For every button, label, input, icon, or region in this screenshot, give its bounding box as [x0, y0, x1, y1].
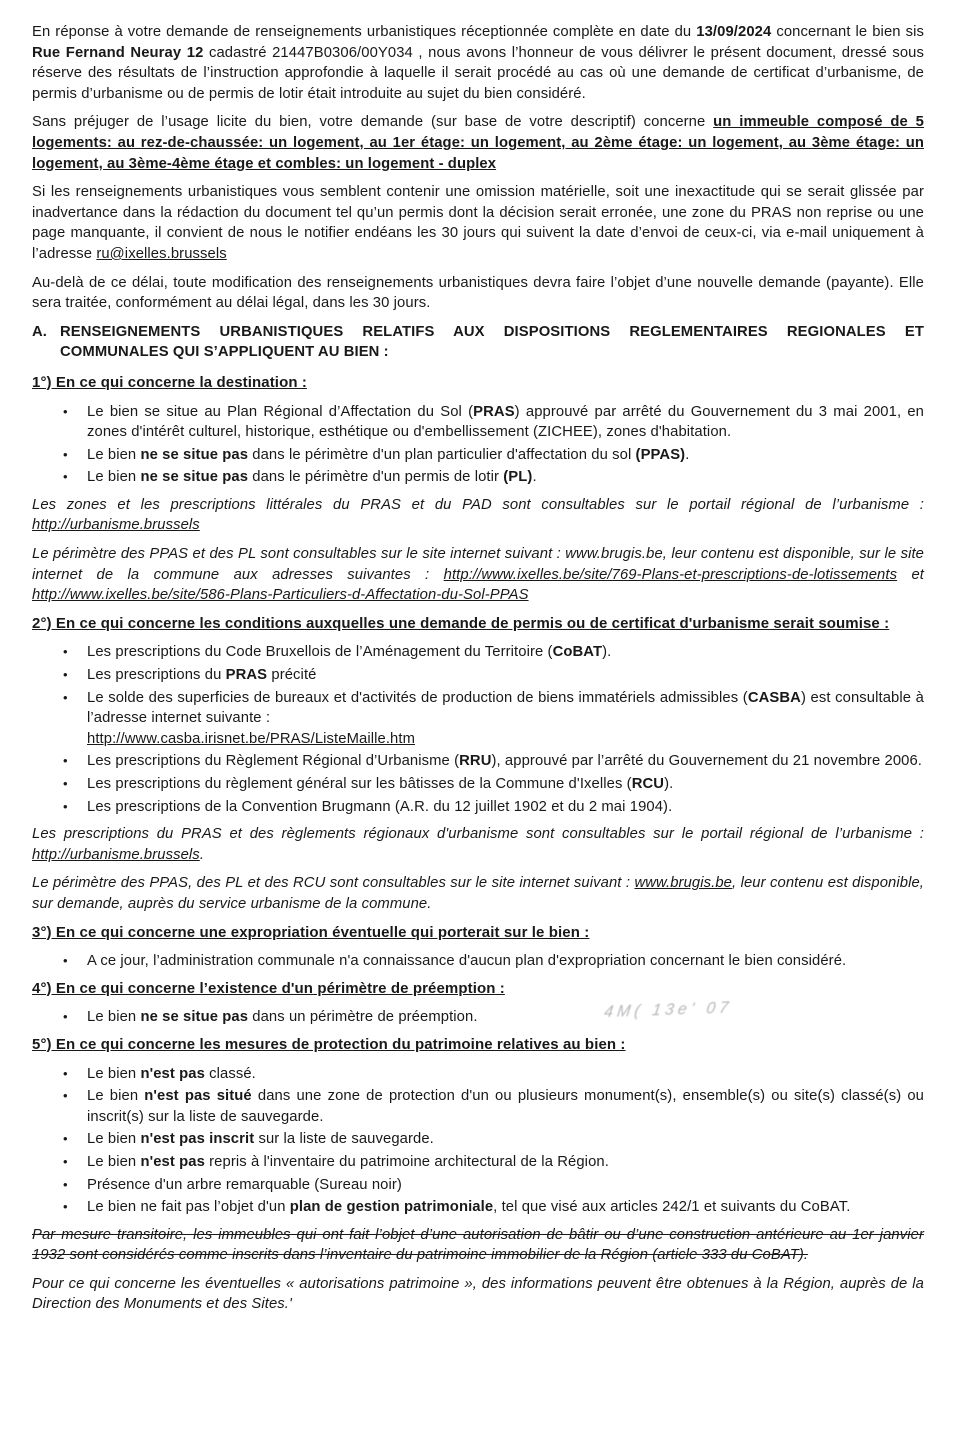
strikethrough-transitional-note: Par mesure transitoire, les immeubles qui ont fait l’objet d’une autorisation de bâtir ou d’une construction antérieure au 1er janvier 1932 sont considérés comme inscrits dans l’inventaire du patrimoine immobilier de la Région (article 333 du CoBAT).: [32, 1226, 924, 1264]
list-item: [58, 1152, 924, 1173]
list-item: [58, 1086, 924, 1127]
section-a-label: A.: [32, 323, 47, 340]
section-heading: 4°) En ce qui concerne l’existence d'un périmètre de préemption :: [32, 979, 505, 997]
text-run: repris à l'inventaire du patrimoine architectural de la Région.: [204, 1153, 609, 1170]
text-run: ), approuvé par l’arrêté du Gouvernement du 21 novembre 2006.: [491, 753, 923, 770]
list-item: [58, 1129, 924, 1150]
text-run: Le bien: [87, 469, 141, 486]
bold-run: ne se situe pas: [140, 446, 249, 463]
bold-run: RCU: [631, 776, 665, 792]
bold-run: CoBAT: [552, 644, 603, 661]
url-link: http://www.ixelles.be/site/586-Plans-Particuliers-d-Affectation-du-Sol-PPAS: [32, 587, 529, 604]
text-run: , tel que visé aux articles 242/1 et suivants du CoBAT.: [493, 1199, 851, 1216]
text-run: dans une zone de protection d'un ou plusieurs monument(s), ensemble(s) ou site(s) classé(s) ou inscrit(s) sur la liste de sauvegarde.: [87, 1088, 924, 1125]
text-run: Le bien se situe au Plan Régional d’Affectation du Sol (: [87, 403, 474, 420]
text-run: Le périmètre des PPAS et des PL sont consultables sur le site internet suivant : www.brugis.be, leur contenu est disponible, sur le site internet de la commune aux adresses suivantes :: [32, 546, 924, 583]
text-run: Le solde des superficies de bureaux et d'activités de production de biens immatériels admissibles (: [87, 689, 748, 706]
list-item: [58, 1007, 924, 1028]
section-1-destination: [32, 373, 924, 606]
bold-run: CASBA: [747, 689, 801, 706]
text-run: Les zones et les prescriptions littérales du PRAS et du PAD sont consultables sur le portail régional de l’urbanisme :: [32, 496, 924, 513]
text-run: Le bien: [87, 1131, 141, 1148]
list-item: [58, 1064, 924, 1085]
faint-stamp: 4M( 13e' 07: [602, 999, 734, 1022]
text-run: Le bien ne fait pas l’objet d'un: [87, 1199, 290, 1216]
text-run: concernant le bien sis: [771, 24, 924, 40]
text-run: Présence d'un arbre remarquable (Sureau noir): [87, 1176, 402, 1193]
list-item: [58, 797, 924, 818]
text-run: sur la liste de sauvegarde.: [254, 1131, 434, 1148]
list-item: [58, 688, 924, 750]
bold-run: RRU: [459, 753, 492, 770]
bold-run: ne se situe pas: [140, 1009, 249, 1026]
text-run: Le bien: [87, 1065, 141, 1082]
text-run: cadastré: [203, 44, 273, 61]
section-heading: 5°) En ce qui concerne les mesures de protection du patrimoine relatives au bien :: [32, 1035, 626, 1053]
bold-run: ne se situe pas: [140, 469, 249, 486]
list-item: [58, 642, 924, 663]
text-run: et: [897, 566, 924, 583]
text-run: ) est consultable à l’adresse internet suivante :: [87, 689, 924, 727]
bold-run: n'est pas inscrit: [140, 1131, 255, 1148]
section-2-conditions: [32, 614, 924, 915]
intro-paragraph: [32, 22, 924, 104]
cadastre-number: 21447B0306/00Y034: [272, 44, 413, 61]
closing-note: Pour ce qui concerne les éventuelles « autorisations patrimoine », des informations peuvent être obtenues à la Région, auprès de la Direction des Monuments et des Sites.': [32, 1275, 924, 1313]
bullet-list: [58, 951, 924, 972]
text-run: Les prescriptions de la Convention Brugmann (A.R. du 12 juillet 1902 et du 2 mai 1904).: [87, 798, 673, 815]
section-5-patrimoine: [32, 1035, 924, 1218]
list-item: [58, 665, 924, 686]
bold-run: (PL): [503, 469, 533, 486]
text-run: ).: [602, 644, 612, 661]
text-run: Les prescriptions du règlement général sur les bâtisses de la Commune d'Ixelles (: [87, 776, 632, 792]
property-address: Rue Fernand Neuray 12: [32, 44, 204, 61]
deadline-paragraph: Au-delà de ce délai, toute modification des renseignements urbanistiques devra faire l’objet d’une nouvelle demande (payante). Elle sera traitée, conformément au délai légal, dans les 30 jours.: [32, 274, 924, 312]
text-run: Les prescriptions du Code Bruxellois de l’Aménagement du Territoire (: [87, 644, 553, 661]
text-run: Le bien: [87, 1153, 141, 1170]
list-item: [58, 1197, 924, 1218]
url-link: http://urbanisme.brussels: [32, 517, 200, 534]
text-run: .: [685, 446, 690, 463]
text-run: dans le périmètre d'un permis de lotir: [248, 469, 504, 486]
text-run: dans un périmètre de préemption.: [248, 1009, 478, 1026]
scope-paragraph: [32, 112, 924, 174]
section-3-expropriation: [32, 923, 924, 972]
text-run: Si les renseignements urbanistiques vous semblent contenir une omission matérielle, soit une inexactitude qui se serait glissée par inadvertance dans la rédaction du document tel qu’un permis dont la décision serait erronée, une zone du PRAS non reprise ou une page manquante, il convient de nous le notifier endéans les 30 jours qui suivent la date d’envoi de ceux-ci, via e-mail uniquement à l’adresse: [32, 184, 924, 262]
bold-run: (PPAS): [635, 446, 686, 463]
text-run: Les prescriptions du: [87, 667, 226, 684]
url-link: http://www.ixelles.be/site/769-Plans-et-prescriptions-de-lotissements: [443, 566, 898, 583]
text-run: .: [532, 469, 537, 486]
section-heading: 3°) En ce qui concerne une expropriation éventuelle qui porterait sur le bien :: [32, 923, 590, 941]
bullet-list: [58, 402, 924, 488]
text-run: dans le périmètre d'un plan particulier d'affectation du sol: [248, 446, 636, 463]
bold-run: plan de gestion patrimoniale: [289, 1199, 494, 1216]
text-run: , nous avons l’honneur de vous délivrer le présent document, dressé sous réserve des résultats de l’instruction approfondie à laquelle il serait procédé au cas où une demande de certificat d’urbanisme, de permis d’urbanisme ou de permis de lotir était introduite au sujet du bien considéré.: [32, 44, 925, 102]
text-run: ) approuvé par arrêté du Gouvernement du 3 mai 2001, en zones d'intérêt culturel, historique, esthétique ou d'embellissement (ZICHEE), zones d'habitation.: [87, 403, 925, 441]
omission-paragraph: [32, 182, 924, 264]
bold-run: n'est pas: [140, 1153, 205, 1170]
bold-run: n'est pas: [140, 1065, 205, 1082]
url-link: http://www.casba.irisnet.be/PRAS/ListeMaille.htm: [87, 730, 415, 747]
italic-note: [32, 824, 924, 865]
section-a-heading: [32, 322, 924, 363]
text-run: .: [199, 846, 205, 863]
text-run: classé.: [204, 1065, 256, 1082]
url-link: www.brugis.be: [634, 875, 732, 892]
list-item: [58, 951, 924, 972]
text-run: Le bien: [87, 1009, 141, 1026]
italic-note: [32, 873, 924, 914]
section-heading: 2°) En ce qui concerne les conditions auxquelles une demande de permis ou de certificat d'urbanisme serait soumise :: [32, 614, 890, 632]
contact-email-link: ru@ixelles.brussels: [96, 245, 227, 262]
list-item: [58, 751, 924, 772]
bullet-list: [58, 642, 924, 817]
section-a-title: RENSEIGNEMENTS URBANISTIQUES RELATIFS AUX DISPOSITIONS REGLEMENTAIRES REGIONALES ET COMMUNALES QUI S’APPLIQUENT AU BIEN :: [60, 323, 924, 361]
bold-run: PRAS: [225, 667, 268, 684]
list-item: [58, 402, 924, 443]
text-run: Les prescriptions du PRAS et des règlements régionaux d'urbanisme sont consultables sur le portail régional de l’urbanisme :: [32, 826, 924, 843]
received-date: 13/09/2024: [696, 24, 772, 40]
text-run: Sans préjuger de l’usage licite du bien, votre demande (sur base de votre descriptif) concerne: [32, 114, 714, 131]
text-run: précité: [267, 667, 317, 684]
list-item: [58, 774, 924, 795]
text-run: Le périmètre des PPAS, des PL et des RCU sont consultables sur le site internet suivant :: [32, 875, 635, 892]
text-run: ).: [664, 776, 674, 792]
bold-run: n'est pas situé: [144, 1088, 252, 1105]
text-run: , leur contenu est disponible, sur demande, auprès du service urbanisme de la commune.: [32, 875, 924, 912]
list-item: [58, 467, 924, 488]
bullet-list: [58, 1064, 924, 1218]
bullet-list: [58, 1007, 924, 1028]
text-run: Les prescriptions du Règlement Régional d’Urbanisme (: [87, 753, 460, 770]
section-4-preemption: [32, 979, 924, 1028]
text-run: En réponse à votre demande de renseignements urbanistiques réceptionnée complète en date du: [32, 24, 697, 40]
text-run: Le bien: [87, 446, 141, 463]
text-run: A ce jour, l’administration communale n'a connaissance d'aucun plan d'expropriation concernant le bien considéré.: [87, 953, 847, 970]
bold-run: PRAS: [473, 403, 515, 420]
section-heading: 1°) En ce qui concerne la destination :: [32, 373, 307, 391]
italic-note: [32, 495, 924, 536]
url-link: http://urbanisme.brussels: [32, 846, 200, 863]
text-run: Le bien: [87, 1088, 145, 1105]
list-item: [58, 445, 924, 466]
building-composition-emphasis: un immeuble composé de 5 logements: au rez-de-chaussée: un logement, au 1er étage: un logement, au 2ème étage: un logement, au 3ème étage: un logement, au 3ème-4ème étage et combles: un logement - duplex: [32, 114, 924, 172]
italic-note: [32, 544, 924, 606]
list-item: [58, 1175, 924, 1196]
